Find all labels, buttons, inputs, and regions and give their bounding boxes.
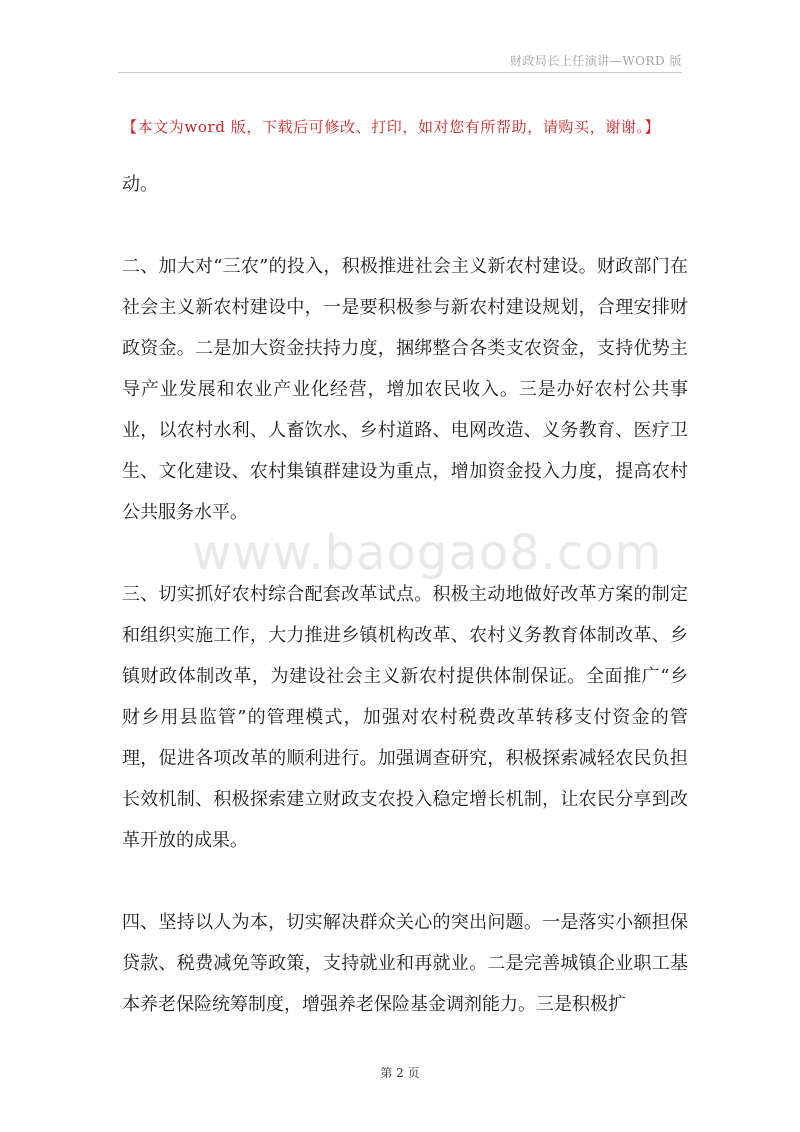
purchase-notice: 【本文为word 版，下载后可修改、打印，如对您有所帮助，请购买，谢谢。】 bbox=[122, 118, 661, 136]
page-header-title: 财政局长上任演讲—WORD 版 bbox=[509, 54, 682, 68]
document-body bbox=[122, 164, 688, 1025]
watermark-text: www.baogao8.com bbox=[192, 525, 663, 581]
paragraph-section-2: 二、加大对“三农”的投入，积极推进社会主义新农村建设。财政部门在社会主义新农村建设中，一是要积极参与新农村建设规划，合理安排财政资金。二是加大资金扶持力度，捆绑整合各类支农资金，支持优势主导产业发展和农业产业化经营，增加农民收入。三是办好农村公共事业，以农村水利、人畜饮水、乡村道路、电网改造、义务教育、医疗卫生、文化建设、农村集镇群建设为重点，增加资金投入力度，提高农村公共服务水平。 bbox=[122, 256, 688, 523]
paragraph-section-4: 四、坚持以人为本，切实解决群众关心的突出问题。一是落实小额担保贷款、税费减免等政策，支持就业和再就业。二是完善城镇企业职工基本养老保险统筹制度，增强养老保险基金调剂能力。三是积极扩 bbox=[122, 912, 688, 1015]
paragraph-continuation: 动。 bbox=[122, 174, 158, 195]
paragraph-section-3: 三、切实抓好农村综合配套改革试点。积极主动地做好改革方案的制定和组织实施工作，大力推进乡镇机构改革、农村义务教育体制改革、乡镇财政体制改革，为建设社会主义新农村提供体制保证。全面推广“乡财乡用县监管”的管理模式，加强对农村税费改革转移支付资金的管理，促进各项改革的顺利进行。加强调查研究，积极探索减轻农民负担长效机制、积极探索建立财政支农投入稳定增长机制，让农民分享到改革开放的成果。 bbox=[122, 584, 688, 851]
header-divider bbox=[118, 72, 682, 73]
page-number: 第 2 页 bbox=[380, 1066, 420, 1080]
